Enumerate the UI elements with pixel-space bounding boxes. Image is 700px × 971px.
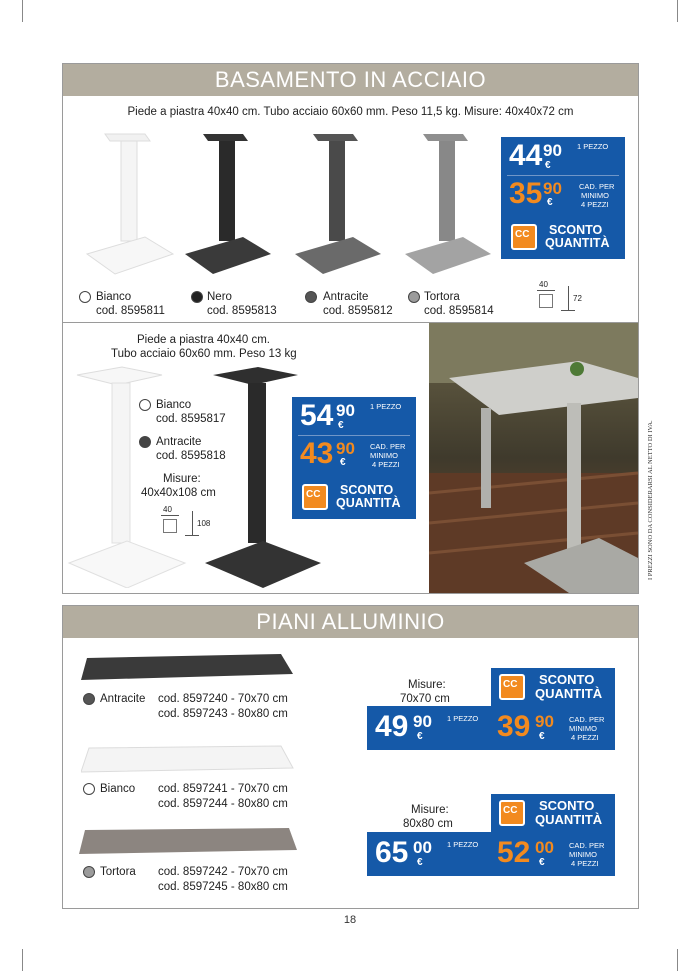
section-basamento-acciaio bbox=[62, 63, 639, 323]
unit-price-dec: 90 bbox=[543, 141, 562, 160]
euro-sign: € bbox=[340, 457, 346, 468]
table-base-black-image bbox=[183, 129, 273, 279]
euro-sign: € bbox=[417, 857, 423, 868]
variant-code: cod. 8595817 bbox=[156, 413, 226, 425]
quantita-label: QUANTITÀ bbox=[336, 496, 401, 510]
unit-label: 1 PEZZO bbox=[577, 142, 609, 151]
variant-code: cod. 8595818 bbox=[156, 450, 226, 462]
variant-name: Bianco bbox=[156, 399, 192, 411]
variant-code: cod. 8595812 bbox=[323, 305, 393, 317]
table-base-white-image bbox=[85, 129, 175, 279]
dimension-icon bbox=[159, 505, 219, 539]
tabletop-tortora-image bbox=[79, 826, 299, 860]
sconto-label: SCONTO bbox=[549, 223, 603, 237]
variant-name: Tortora bbox=[100, 866, 136, 878]
variant-code: cod. 8597241 - 70x70 cm bbox=[158, 783, 288, 795]
qty-price-dec: 00 bbox=[535, 838, 554, 857]
qty-label: CAD. PER bbox=[370, 442, 406, 451]
swatch-nero bbox=[191, 291, 203, 303]
variant-name: Antracite bbox=[100, 693, 146, 705]
qty-price-int: 52 bbox=[497, 836, 531, 869]
section-title: BASAMENTO IN ACCIAIO bbox=[63, 64, 638, 96]
sconto-label: SCONTO bbox=[340, 483, 394, 497]
euro-sign: € bbox=[338, 420, 344, 431]
variant-code: cod. 8595814 bbox=[424, 305, 494, 317]
qty-label: MINIMO bbox=[569, 850, 597, 859]
specs-text: Piede a piastra 40x40 cm. bbox=[137, 334, 270, 346]
qty-label: 4 PEZZI bbox=[571, 733, 599, 742]
swatch-antracite bbox=[83, 693, 95, 705]
misure-label: Misure: bbox=[408, 679, 446, 691]
unit-price-dec: 00 bbox=[413, 838, 432, 857]
euro-sign: € bbox=[545, 160, 551, 171]
unit-price-int: 54 bbox=[300, 399, 334, 432]
crop-mark bbox=[677, 0, 678, 22]
brand-logo-icon: CC bbox=[499, 800, 525, 826]
dimension-icon bbox=[535, 280, 595, 314]
qty-label: MINIMO bbox=[569, 724, 597, 733]
misure-value: 40x40x108 cm bbox=[141, 487, 216, 499]
misure-value: 70x70 cm bbox=[400, 693, 450, 705]
variant-code: cod. 8595813 bbox=[207, 305, 277, 317]
variant-name: Bianco bbox=[100, 783, 136, 795]
qty-price-dec: 90 bbox=[535, 712, 554, 731]
variant-name: Antracite bbox=[156, 436, 202, 448]
qty-price-box bbox=[491, 832, 615, 876]
swatch-tortora bbox=[83, 866, 95, 878]
specs-text: Tubo acciaio 60x60 mm. Peso 13 kg bbox=[111, 348, 297, 360]
unit-label: 1 PEZZO bbox=[447, 840, 479, 849]
misure-value: 80x80 cm bbox=[403, 818, 453, 830]
swatch-tortora bbox=[408, 291, 420, 303]
quantita-label: QUANTITÀ bbox=[545, 236, 610, 250]
qty-label: MINIMO bbox=[581, 191, 609, 200]
qty-price-int: 43 bbox=[300, 437, 334, 470]
quantita-label: QUANTITÀ bbox=[535, 686, 603, 701]
qty-label: CAD. PER bbox=[569, 841, 605, 850]
variant-code: cod. 8597244 - 80x80 cm bbox=[158, 798, 288, 810]
dim-width: 40 bbox=[163, 505, 172, 514]
variant-name: Antracite bbox=[323, 291, 369, 303]
table-base-antracite-image bbox=[293, 129, 383, 279]
unit-price-dec: 90 bbox=[413, 712, 432, 731]
qty-label: 4 PEZZI bbox=[372, 460, 400, 469]
unit-price-int: 49 bbox=[375, 710, 409, 743]
unit-price-int: 44 bbox=[509, 139, 543, 172]
variant-code: cod. 8597242 - 70x70 cm bbox=[158, 866, 288, 878]
section-basamento-alto bbox=[62, 322, 639, 594]
brand-logo-icon: CC bbox=[511, 224, 537, 250]
unit-price-box bbox=[367, 706, 491, 750]
price-box bbox=[501, 137, 625, 259]
qty-label: CAD. PER bbox=[579, 182, 615, 191]
specs-text: Piede a piastra 40x40 cm. Tubo acciaio 60x60 mm. Peso 11,5 kg. Misure: 40x40x72 cm bbox=[127, 106, 574, 118]
misure-label: Misure: bbox=[163, 473, 201, 485]
swatch-bianco bbox=[79, 291, 91, 303]
sconto-label: SCONTO bbox=[539, 798, 595, 813]
qty-price-box bbox=[491, 706, 615, 750]
swatch-bianco bbox=[139, 399, 151, 411]
outdoor-table-photo bbox=[429, 323, 638, 593]
crop-mark bbox=[22, 949, 23, 971]
qty-price-int: 35 bbox=[509, 177, 543, 210]
table-base-tortora-image bbox=[403, 129, 493, 279]
dim-height: 108 bbox=[197, 519, 211, 528]
variant-code: cod. 8597243 - 80x80 cm bbox=[158, 708, 288, 720]
quantita-label: QUANTITÀ bbox=[535, 812, 603, 827]
tabletop-antracite-image bbox=[81, 654, 296, 684]
unit-price-box bbox=[367, 832, 491, 876]
variant-code: cod. 8597240 - 70x70 cm bbox=[158, 693, 288, 705]
dim-height: 72 bbox=[573, 294, 582, 303]
unit-price-int: 65 bbox=[375, 836, 409, 869]
sconto-banner bbox=[491, 794, 615, 832]
brand-logo-icon: CC bbox=[302, 484, 328, 510]
swatch-antracite bbox=[139, 436, 151, 448]
swatch-antracite bbox=[305, 291, 317, 303]
euro-sign: € bbox=[547, 197, 553, 208]
price-box bbox=[292, 397, 416, 519]
brand-logo-icon: CC bbox=[499, 674, 525, 700]
dim-width: 40 bbox=[539, 280, 548, 289]
tabletop-bianco-image bbox=[81, 744, 296, 778]
qty-price-dec: 90 bbox=[543, 179, 562, 198]
euro-sign: € bbox=[539, 731, 545, 742]
crop-mark bbox=[677, 949, 678, 971]
sconto-banner bbox=[491, 668, 615, 706]
swatch-bianco bbox=[83, 783, 95, 795]
section-title: PIANI ALLUMINIO bbox=[63, 606, 638, 638]
unit-label: 1 PEZZO bbox=[447, 714, 479, 723]
qty-label: 4 PEZZI bbox=[581, 200, 609, 209]
misure-label: Misure: bbox=[411, 804, 449, 816]
variant-name: Bianco bbox=[96, 291, 132, 303]
sconto-label: SCONTO bbox=[539, 672, 595, 687]
qty-price-dec: 90 bbox=[336, 439, 355, 458]
qty-label: CAD. PER bbox=[569, 715, 605, 724]
variant-code: cod. 8595811 bbox=[96, 305, 165, 317]
page-number: 18 bbox=[343, 914, 357, 926]
unit-label: 1 PEZZO bbox=[370, 402, 402, 411]
qty-label: 4 PEZZI bbox=[571, 859, 599, 868]
euro-sign: € bbox=[417, 731, 423, 742]
unit-price-dec: 90 bbox=[336, 401, 355, 420]
variant-name: Tortora bbox=[424, 291, 460, 303]
section-piani-alluminio bbox=[62, 605, 639, 909]
euro-sign: € bbox=[539, 857, 545, 868]
qty-price-int: 39 bbox=[497, 710, 531, 743]
variant-name: Nero bbox=[207, 291, 232, 303]
crop-mark bbox=[22, 0, 23, 22]
variant-code: cod. 8597245 - 80x80 cm bbox=[158, 881, 288, 893]
qty-label: MINIMO bbox=[370, 451, 398, 460]
side-note: I PREZZI SONO DA CONSIDERARSI AL NETTO DI IVA. bbox=[647, 420, 654, 580]
